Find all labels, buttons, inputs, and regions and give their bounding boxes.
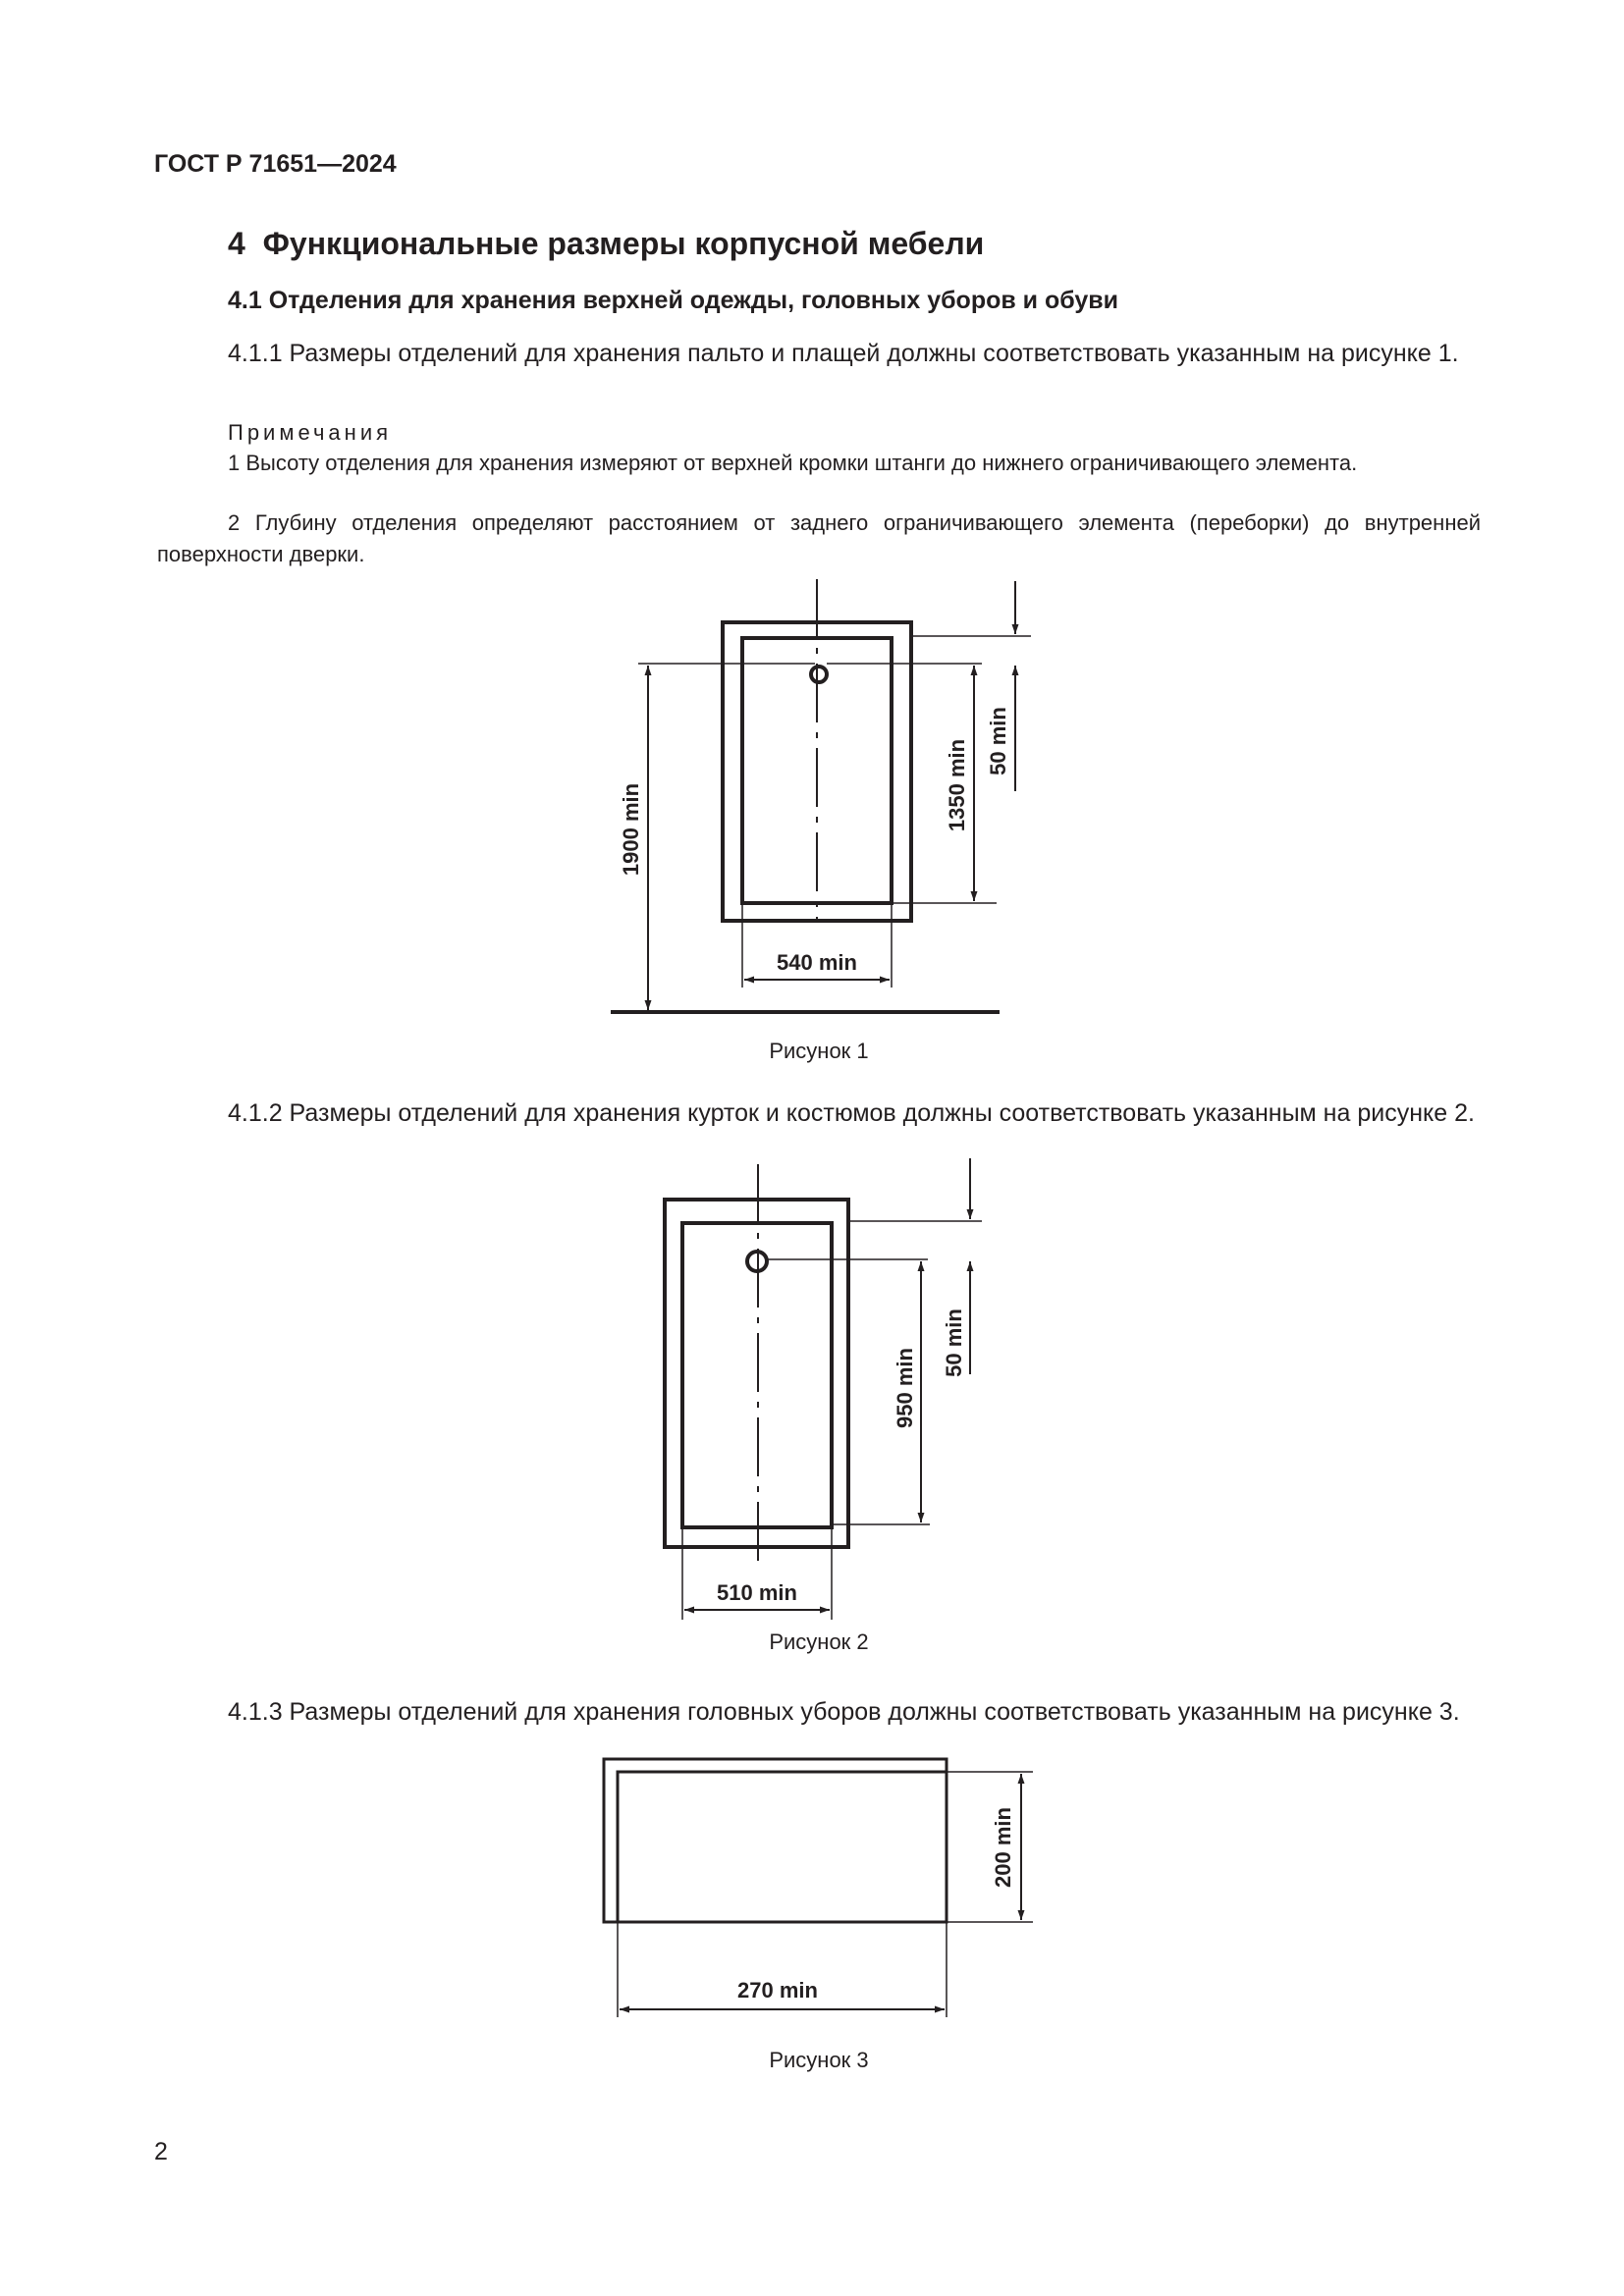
fig1-hanging-rod xyxy=(811,667,827,682)
page-number: 2 xyxy=(154,2138,168,2165)
fig3-label-200: 200 min xyxy=(991,1807,1015,1888)
fig3-inner-frame xyxy=(618,1772,947,1922)
note-2: 2 Глубину отделения определяют расстоянием от заднего ограничивающего элемента (переборки) до внутренней поверхности дверки. xyxy=(157,510,1481,566)
figure-3-drawing xyxy=(0,1747,1624,2032)
fig1-label-1900: 1900 min xyxy=(619,782,643,877)
figure-1-caption: Рисунок 1 xyxy=(769,1039,869,1063)
fig2-label-50: 50 min xyxy=(942,1308,966,1377)
note-1: 1 Высоту отделения для хранения измеряют от верхней кромки штанги до нижнего ограничивающего элемента. xyxy=(228,451,1358,475)
section-title: 4 Функциональные размеры корпусной мебели xyxy=(228,226,985,261)
figure-2-caption: Рисунок 2 xyxy=(769,1629,869,1654)
standard-code: ГОСТ Р 71651—2024 xyxy=(154,150,397,178)
paragraph-4-1-1: 4.1.1 Размеры отделений для хранения пальто и плащей должны соответствовать указанным на рисунке 1. xyxy=(228,340,1459,367)
fig2-label-950: 950 min xyxy=(893,1348,917,1428)
subsection-title: 4.1 Отделения для хранения верхней одежды, головных уборов и обуви xyxy=(228,287,1119,314)
figure-3-caption: Рисунок 3 xyxy=(769,2048,869,2072)
fig3-label-270: 270 min xyxy=(737,1978,818,2002)
fig1-label-50: 50 min xyxy=(986,707,1010,775)
paragraph-4-1-2: 4.1.2 Размеры отделений для хранения курток и костюмов должны соответствовать указанным на рисунке 2. xyxy=(228,1099,1475,1127)
fig1-label-540: 540 min xyxy=(777,950,857,975)
figure-2-drawing xyxy=(0,1148,1624,1629)
fig1-label-1350: 1350 min xyxy=(945,738,969,832)
paragraph-4-1-3: 4.1.3 Размеры отделений для хранения головных уборов должны соответствовать указанным на рисунке 3. xyxy=(228,1698,1460,1726)
notes-heading: Примечания xyxy=(228,420,393,445)
fig3-outer-frame xyxy=(604,1759,947,1922)
figure-1-drawing xyxy=(0,0,1624,1060)
fig2-label-510: 510 min xyxy=(717,1580,797,1605)
